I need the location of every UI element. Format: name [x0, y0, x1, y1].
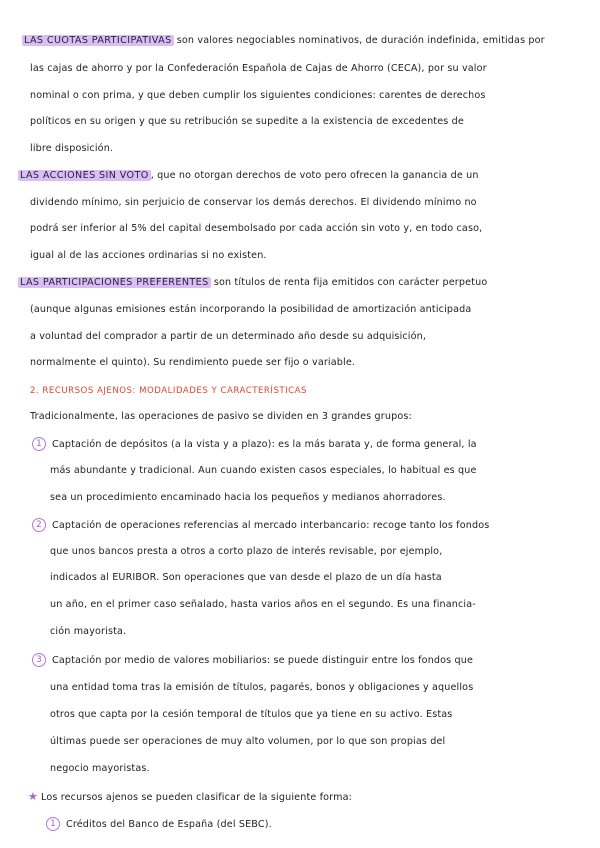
item2-line3: indicados al EURIBOR. Son operaciones que van desde el plazo de un día hasta [50, 572, 442, 583]
item3-line1: 3 Captación por medio de valores mobiliarios: se puede distinguir entre los fondos que [32, 653, 473, 668]
p3-line4: normalmente el quinto). Su rendimiento puede ser fijo o variable. [30, 357, 356, 368]
p1-line4: políticos en su origen y que su retribución se supedite a la existencia de excedentes de [30, 116, 464, 127]
star-icon: ★ [28, 790, 39, 803]
p2-line3: podrá ser inferior al 5% del capital desembolsado por cada acción sin voto y, en todo caso, [30, 223, 483, 234]
item1-line2: más abundante y tradicional. Aun cuando existen casos especiales, lo habitual es que [50, 465, 477, 476]
p2-line4: igual al de las acciones ordinarias si no existen. [30, 250, 267, 261]
p1-line2: las cajas de ahorro y por la Confederación Española de Cajas de Ahorro (CECA), por su valor [30, 63, 487, 74]
highlight-term: LAS CUOTAS PARTICIPATIVAS [24, 35, 172, 46]
p1-line3: nominal o con prima, y que deben cumplir los siguientes condiciones: carentes de derechos [30, 90, 486, 101]
classify-sub1: 1 Créditos del Banco de España (del SEBC). [46, 817, 272, 832]
number-badge-3: 3 [32, 653, 46, 667]
item3-line4: últimas puede ser operaciones de muy alto volumen, por lo que son propias del [50, 736, 446, 747]
highlight-term: LAS ACCIONES SIN VOTO [20, 170, 149, 181]
item2-line2: que unos bancos presta a otros a corto plazo de interés revisable, por ejemplo, [50, 546, 443, 557]
number-badge-2: 2 [32, 518, 46, 532]
highlight-term: LAS PARTICIPACIONES PREFERENTES [20, 277, 209, 288]
section-heading: 2. RECURSOS AJENOS: MODALIDADES Y CARACTERÍSTICAS [30, 386, 308, 396]
item3-line5: negocio mayoristas. [50, 763, 150, 774]
number-badge-sub1: 1 [46, 817, 60, 831]
item1-line1: 1 Captación de depósitos (a la vista y a plazo): es la más barata y, de forma general, la [32, 437, 477, 452]
p3-line1: LAS PARTICIPACIONES PREFERENTES son títulos de renta fija emitidos con carácter perpetuo [20, 277, 488, 288]
p3-line2: (aunque algunas emisiones están incorporando la posibilidad de amortización anticipada [30, 304, 472, 315]
p1-line5: libre disposición. [30, 143, 114, 154]
item2-line1: 2 Captación de operaciones referencias al mercado interbancario: recoge tanto los fondos [32, 518, 489, 533]
item3-line3: otros que capta por la cesión temporal de títulos que ya tiene en su activo. Estas [50, 709, 453, 720]
item2-line4: un año, en el primer caso señalado, hasta varios años en el segundo. Es una financia- [50, 599, 476, 610]
item1-line3: sea un procedimiento encaminado hacia los pequeños y medianos ahorradores. [50, 492, 446, 503]
number-badge-1: 1 [32, 437, 46, 451]
section-intro: Tradicionalmente, las operaciones de pasivo se dividen en 3 grandes grupos: [30, 411, 412, 422]
item3-line2: una entidad toma tras la emisión de títulos, pagarés, bonos y obligaciones y aquellos [50, 682, 474, 693]
item2-line5: ción mayorista. [50, 626, 127, 637]
p2-line1: LAS ACCIONES SIN VOTO , que no otorgan derechos de voto pero ofrecen la ganancia de un [20, 170, 479, 181]
p3-line3: a voluntad del comprador a partir de un determinado año desde su adquisición, [30, 331, 427, 342]
p1-line1: LAS CUOTAS PARTICIPATIVAS son valores negociables nominativos, de duración indefinida, emitidas por [24, 35, 545, 46]
classify-line: ★ Los recursos ajenos se pueden clasificar de la siguiente forma: [28, 790, 352, 803]
p2-line2: dividendo mínimo, sin perjuicio de conservar los demás derechos. El dividendo mínimo no [30, 197, 477, 208]
